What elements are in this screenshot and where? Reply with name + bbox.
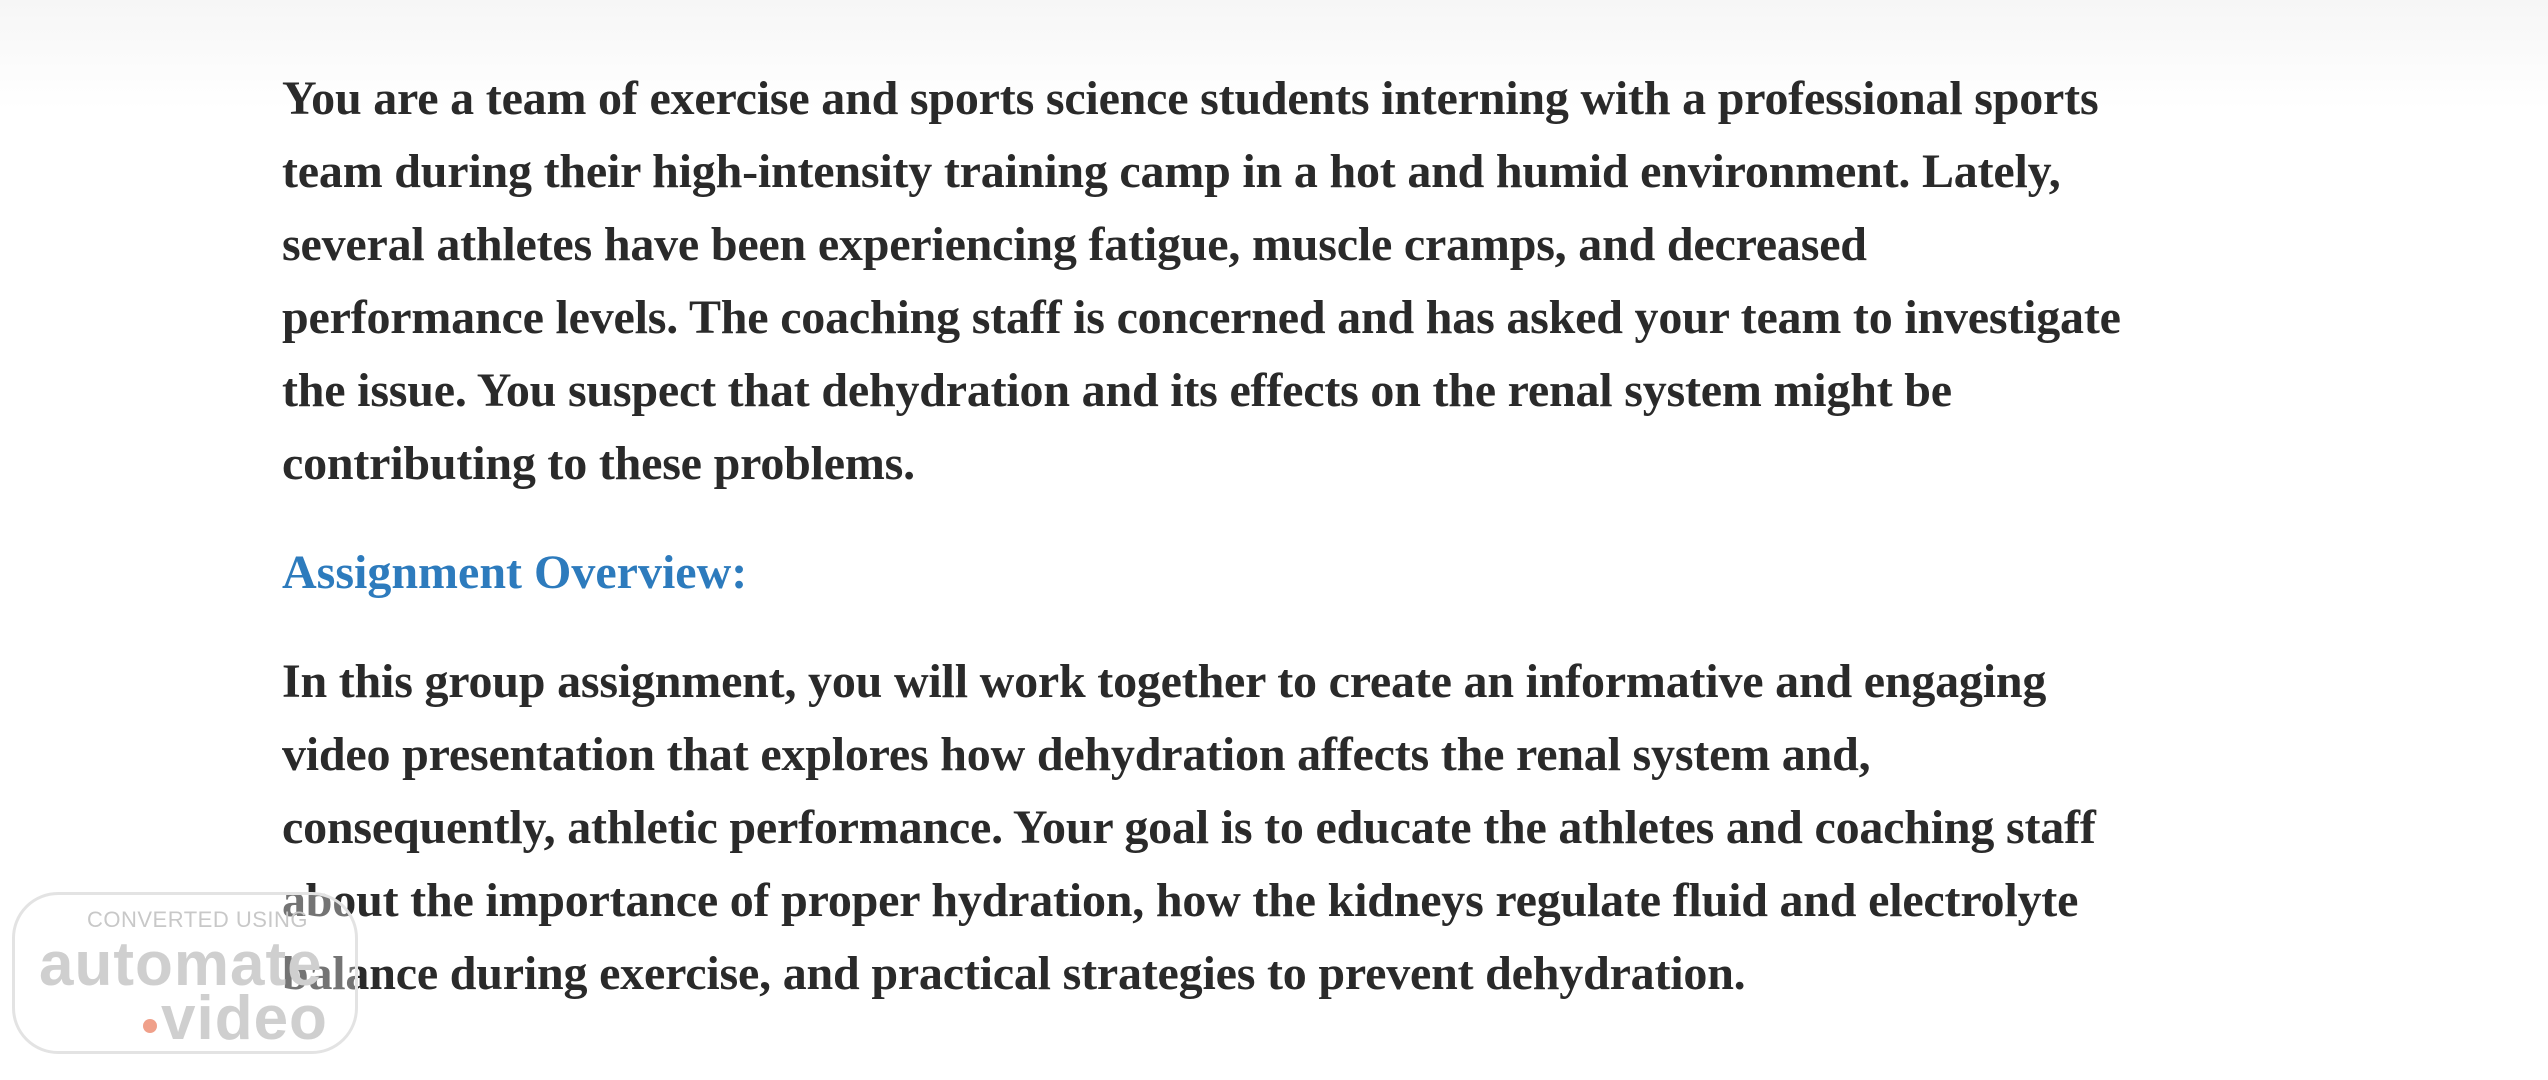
automate-video-watermark (12, 892, 358, 1054)
intro-line: several athletes have been experiencing fatigue, muscle cramps, and decreased (282, 218, 1867, 271)
watermark-brand-video-wrap (143, 983, 328, 1054)
overview-paragraph (282, 645, 2272, 1010)
assignment-overview-heading: Assignment Overview: (282, 546, 748, 599)
watermark-dot-icon (143, 1019, 157, 1033)
intro-line: You are a team of exercise and sports science students interning with a professional sports (282, 72, 2099, 125)
watermark-caption: CONVERTED USING (87, 907, 309, 932)
overview-line: about the importance of proper hydration, how the kidneys regulate fluid and electrolyte (282, 874, 2079, 927)
intro-line: the issue. You suspect that dehydration and its effects on the renal system might be (282, 364, 1952, 417)
overview-line: In this group assignment, you will work together to create an informative and engaging (282, 655, 2047, 708)
intro-paragraph (282, 62, 2272, 500)
intro-line: performance levels. The coaching staff is concerned and has asked your team to investigate (282, 291, 2121, 344)
intro-line: contributing to these problems. (282, 437, 915, 490)
intro-line: team during their high-intensity training camp in a hot and humid environment. Lately, (282, 145, 2061, 198)
overview-line: consequently, athletic performance. Your goal is to educate the athletes and coaching staff (282, 801, 2096, 854)
overview-line: video presentation that explores how dehydration affects the renal system and, (282, 728, 1871, 781)
watermark-brand-video: video (161, 984, 328, 1053)
document-content (282, 62, 2282, 1010)
watermark-brand-automate: automate (39, 930, 323, 999)
overview-line: balance during exercise, and practical strategies to prevent dehydration. (282, 947, 1746, 1000)
